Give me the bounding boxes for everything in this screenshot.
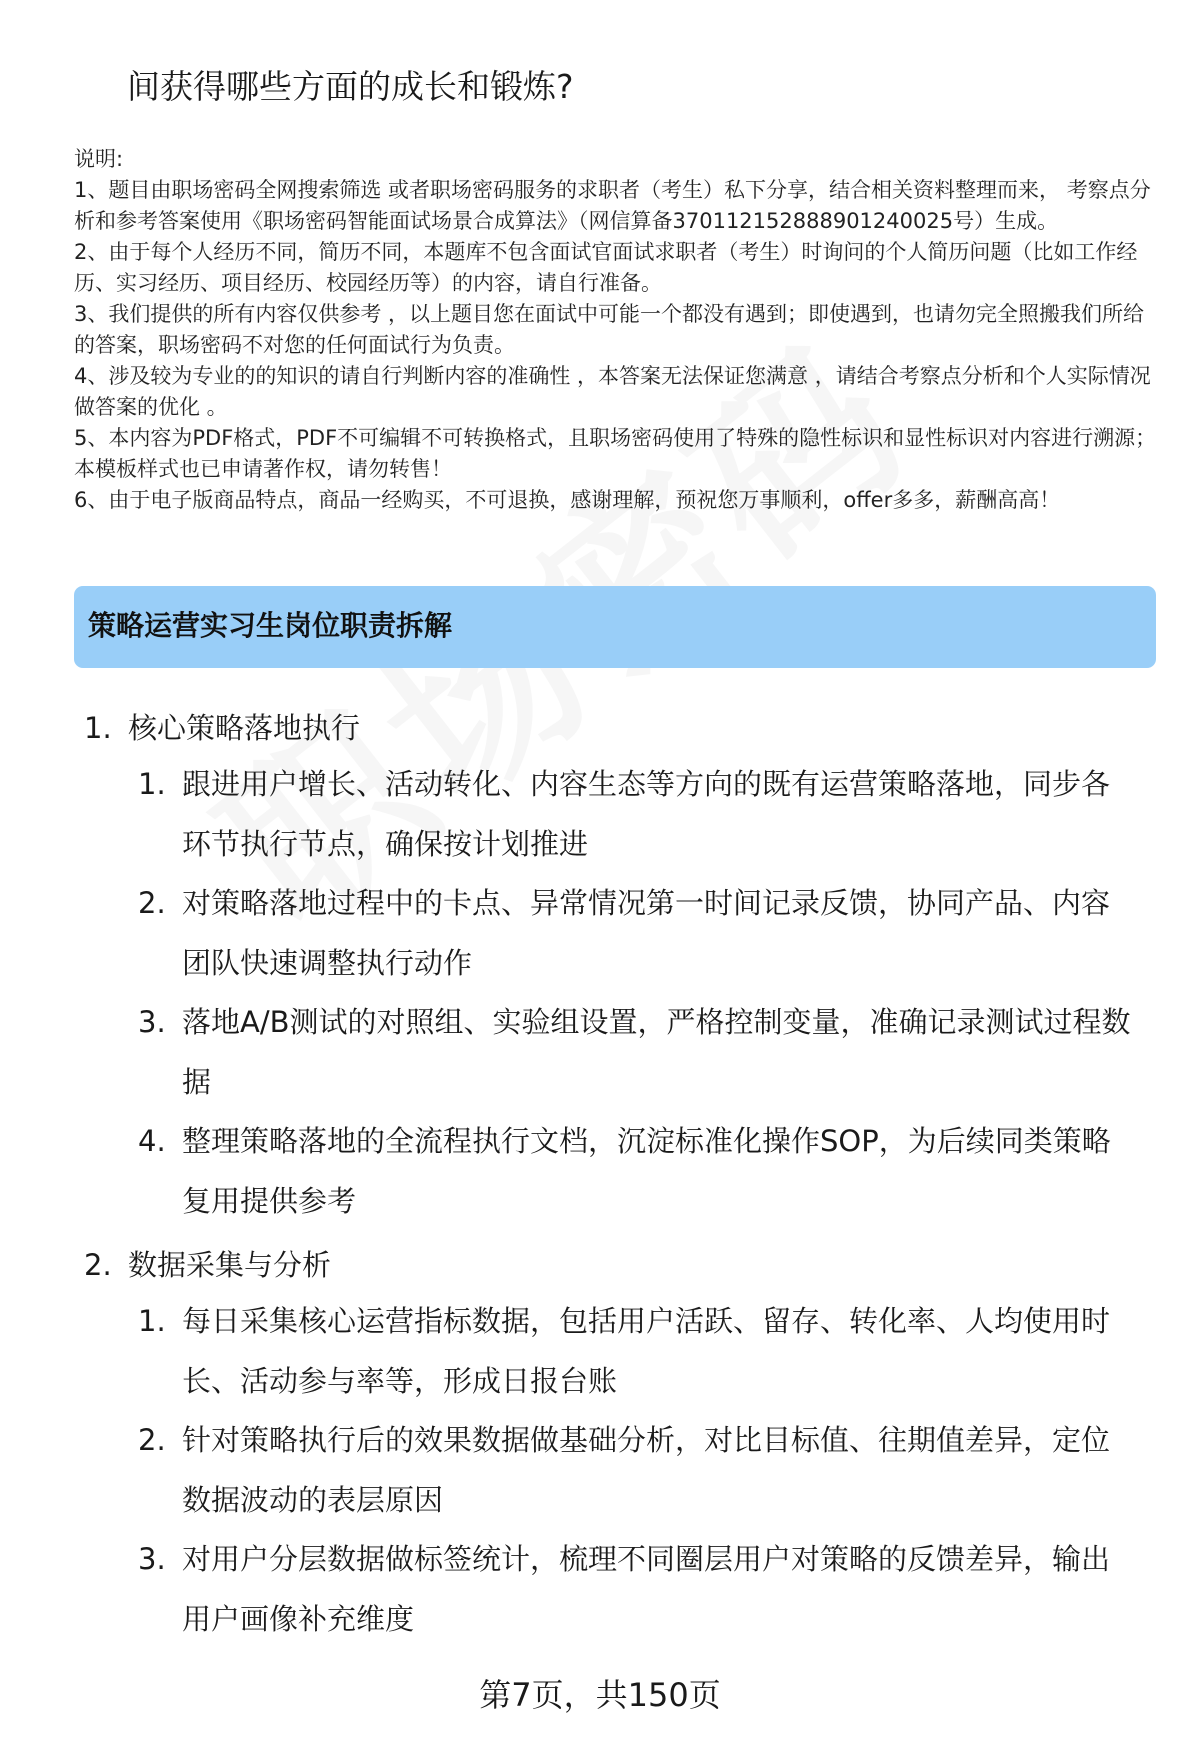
list-item-number: 1. (138, 1304, 166, 1338)
note-item-6: 6、由于电子版商品特点，商品一经购买，不可退换，感谢理解，预祝您万事顺利，offer多多，薪酬高高！ (74, 488, 1061, 512)
section-title: 策略运营实习生岗位职责拆解 (88, 609, 453, 642)
list-item-number: 4. (138, 1124, 166, 1158)
list-item-text: 每日采集核心运营指标数据，包括用户活跃、留存、转化率、人均使用时长、活动参与率等，形成日报台账 (182, 1304, 1111, 1398)
list-item-text: 对用户分层数据做标签统计，梳理不同圈层用户对策略的反馈差异，输出用户画像补充维度 (182, 1542, 1111, 1636)
list-item-number: 3. (138, 1005, 166, 1039)
list-item-number: 1. (138, 767, 166, 801)
page-number: 第7页，共150页 (479, 1676, 721, 1714)
list-item (138, 1111, 1138, 1231)
list-item-text: 落地A/B测试的对照组、实验组设置，严格控制变量，准确记录测试过程数据 (182, 1005, 1131, 1099)
list-item (138, 1529, 1138, 1649)
note-item-5: 5、本内容为PDF格式，PDF不可编辑不可转换格式，且职场密码使用了特殊的隐性标识和显性标识对内容进行溯源；本模板样式也已申请著作权，请勿转售！ (74, 426, 1157, 481)
outline-number: 2. (84, 1248, 112, 1282)
note-item-3: 3、我们提供的所有内容仅供参考 ，以上题目您在面试中可能一个都没有遇到；即使遇到，也请勿完全照搬我们所给的答案，职场密码不对您的任何面试行为负责。 (74, 302, 1145, 357)
list-item (138, 754, 1138, 874)
outline-number: 1. (84, 711, 112, 745)
outline-title: 数据采集与分析 (128, 1248, 332, 1282)
question-continuation: 间获得哪些方面的成长和锻炼? (127, 67, 574, 106)
list-item (138, 1291, 1138, 1411)
outline-item-core-strategy (84, 706, 360, 750)
list-item (138, 1410, 1138, 1530)
list-item-number: 2. (138, 1423, 166, 1457)
outline-title: 核心策略落地执行 (128, 711, 361, 745)
list-item (138, 873, 1138, 993)
note-item-2: 2、由于每个人经历不同，简历不同，本题库不包含面试官面试求职者（考生）时询问的个人简历问题（比如工作经历、实习经历、项目经历、校园经历等）的内容，请自行准备。 (74, 240, 1138, 295)
notes-heading: 说明: (74, 147, 124, 171)
section-banner (74, 586, 1156, 668)
list-item-number: 3. (138, 1542, 166, 1576)
list-item-number: 2. (138, 886, 166, 920)
notes-block (74, 144, 1164, 516)
list-item-text: 跟进用户增长、活动转化、内容生态等方向的既有运营策略落地，同步各环节执行节点，确保按计划推进 (182, 767, 1111, 861)
list-item-text: 针对策略执行后的效果数据做基础分析，对比目标值、往期值差异，定位数据波动的表层原因 (182, 1423, 1111, 1517)
list-item-text: 对策略落地过程中的卡点、异常情况第一时间记录反馈，协同产品、内容团队快速调整执行动作 (182, 886, 1111, 980)
list-item (138, 992, 1138, 1112)
list-item-text: 整理策略落地的全流程执行文档，沉淀标准化操作SOP，为后续同类策略复用提供参考 (182, 1124, 1111, 1218)
outline-item-data-analysis (84, 1243, 331, 1287)
note-item-4: 4、涉及较为专业的的知识的请自行判断内容的准确性 ，本答案无法保证您满意 ，请结合考察点分析和个人实际情况做答案的优化 。 (74, 364, 1151, 419)
note-item-1: 1、题目由职场密码全网搜索筛选 或者职场密码服务的求职者（考生）私下分享，结合相关资料整理而来， 考察点分析和参考答案使用《职场密码智能面试场景合成算法》（网信算备370112152888901240025号）生成。 (74, 178, 1151, 233)
